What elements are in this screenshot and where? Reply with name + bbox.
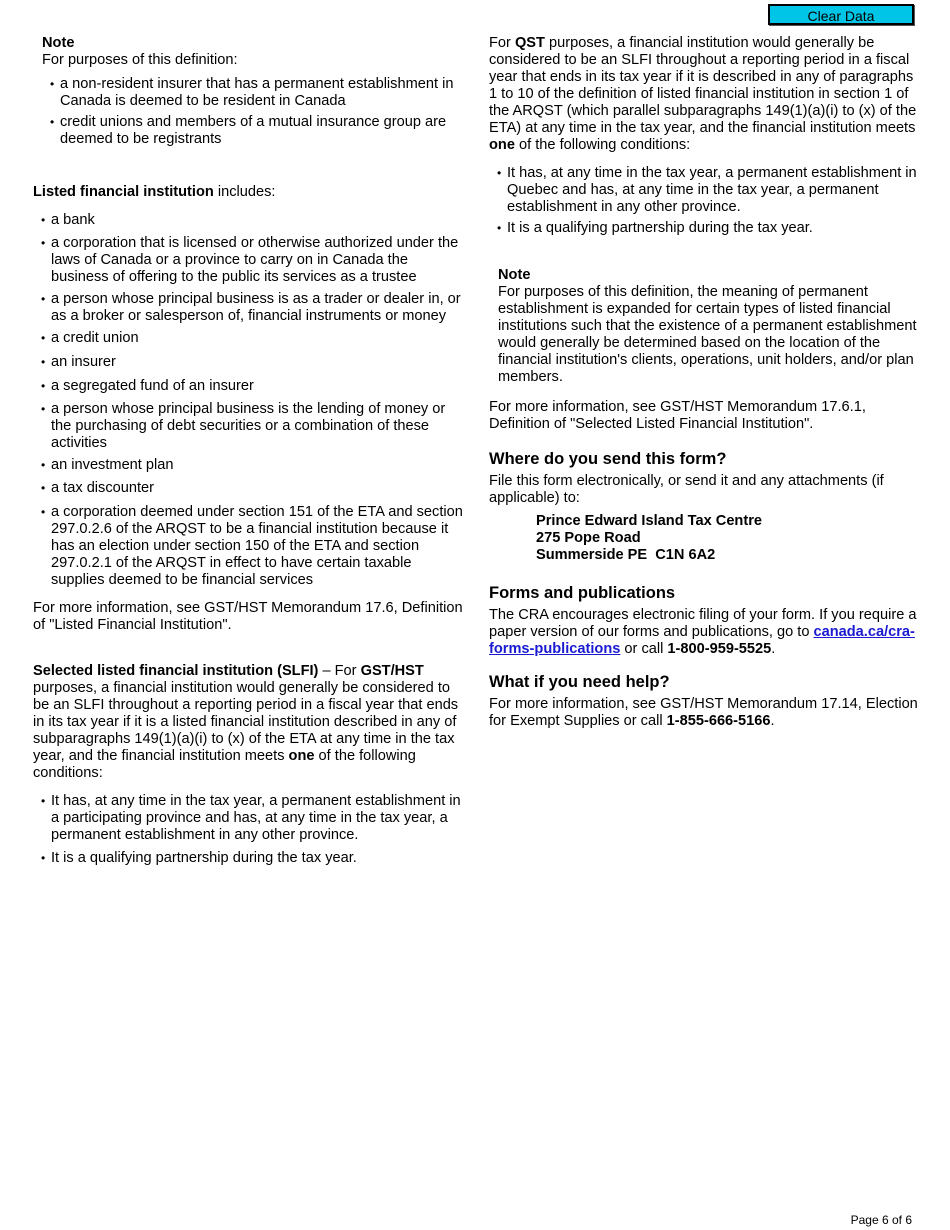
help-heading: What if you need help? [489, 673, 670, 691]
help-section [489, 672, 919, 730]
note-title: Note [42, 35, 75, 51]
lfi-more-info: For more information, see GST/HST Memorandum 17.6, Definition of "Listed Financial Institution". [33, 600, 463, 633]
slfi-paragraph: Selected listed financial institution (SLFI) – For GST/HST purposes, a financial institution would generally be considered to be an SLFI throughout a reporting period in a fiscal year that ends in its tax year if it is a listed financial institution described in any of subparagraphs 149(1)(a)(i) to (x) of the ETA at any time in the tax year, and the financial institution meets one of the following conditions: [33, 663, 459, 781]
send-heading: Where do you send this form? [489, 450, 727, 468]
note-list [50, 76, 462, 148]
address-line: 275 Pope Road [536, 530, 641, 546]
forms-publications-link[interactable]: canada.ca/cra-forms-publications [489, 624, 915, 657]
help-phone: 1-855-666-5166 [666, 713, 771, 729]
list-item: • It is a qualifying partnership during the tax year. [497, 220, 919, 237]
forms-phone: 1-800-959-5525 [667, 641, 772, 657]
qst-paragraph: For QST purposes, a financial institution would generally be considered to be an SLFI throughout a reporting period in a fiscal year that ends in its tax year if it is described in any of paragraphs 1 to 10 of the definition of listed financial institution in section 1 of the ARQST (which parallel subparagraphs 149(1)(a)(i) to (x) of the ETA) at any time in the tax year, and the financial institution meets one of the following conditions: [489, 35, 917, 153]
qst-section [489, 35, 919, 237]
qst-conditions-list [497, 165, 919, 237]
list-item: • It has, at any time in the tax year, a permanent establishment in Quebec and has, at any time in the tax year, a permanent establishment in any other province. [497, 165, 919, 216]
list-item: • a non-resident insurer that has a permanent establishment in Canada is deemed to be resident in Canada [50, 76, 462, 110]
list-item: • a corporation deemed under section 151 of the ETA and section 297.0.2.6 of the ARQST to be a financial institution because it has an election under section 150 of the ETA and section 297.0.2.1 of the ARQST in effect to have certain taxable supplies deemed to be financial services [41, 504, 463, 589]
slfi-conditions-list [41, 793, 463, 867]
list-item: • credit unions and members of a mutual insurance group are deemed to be registrants [50, 114, 462, 148]
send-section [489, 449, 919, 564]
list-item: • It has, at any time in the tax year, a permanent establishment in a participating province and has, at any time in the tax year, a permanent establishment in any other province. [41, 793, 463, 844]
note-definition-block [42, 35, 462, 148]
list-item: • an investment plan [41, 457, 463, 474]
list-item: • an insurer [41, 354, 463, 371]
list-item: • a bank [41, 212, 463, 229]
note-intro: For purposes of this definition: [42, 52, 238, 68]
list-item: • a person whose principal business is the lending of money or the purchasing of debt securities or a combination of these activities [41, 401, 463, 452]
page-number: Page 6 of 6 [850, 1213, 912, 1227]
slfi-section [33, 663, 463, 867]
list-item: • a tax discounter [41, 480, 463, 497]
lfi-list [41, 212, 463, 589]
forms-section [489, 583, 919, 658]
lfi-heading: Listed financial institution includes: [33, 184, 276, 200]
list-item: • a corporation that is licensed or otherwise authorized under the laws of Canada or a province to carry on in Canada the business of offering to the public its services as a trustee [41, 235, 463, 286]
address-line: Prince Edward Island Tax Centre [536, 513, 763, 529]
send-text: File this form electronically, or send it and any attachments (if applicable) to: [489, 473, 884, 506]
note-permanent-establishment [498, 267, 920, 386]
help-text: For more information, see GST/HST Memorandum 17.14, Election for Exempt Supplies or call 1-855-666-5166. [489, 696, 918, 729]
list-item: • a segregated fund of an insurer [41, 378, 463, 395]
list-item: • a person whose principal business is as a trader or dealer in, or as a broker or salesperson of, financial instruments or money [41, 291, 463, 325]
list-item: • a credit union [41, 330, 463, 347]
lfi-section [33, 184, 463, 634]
forms-heading: Forms and publications [489, 584, 676, 602]
forms-text: The CRA encourages electronic filing of your form. If you require a paper version of our forms and publications, go to canada.ca/cra-forms-publications or call 1-800-959-5525. [489, 607, 917, 657]
list-item: • It is a qualifying partnership during the tax year. [41, 850, 463, 867]
clear-data-button[interactable]: Clear Data [768, 4, 914, 25]
note-text: For purposes of this definition, the meaning of permanent establishment is expanded for certain types of listed financial institutions such that the existence of a permanent establishment would generally be determined based on the location of the financial institution's clients, operations, unit holders, and/or plan members. [498, 284, 917, 385]
slfi-more-info: For more information, see GST/HST Memorandum 17.6.1, Definition of "Selected Listed Financial Institution". [489, 399, 866, 432]
mailing-address [536, 513, 919, 564]
address-line: Summerside PE C1N 6A2 [536, 547, 716, 563]
note-title: Note [498, 267, 531, 283]
